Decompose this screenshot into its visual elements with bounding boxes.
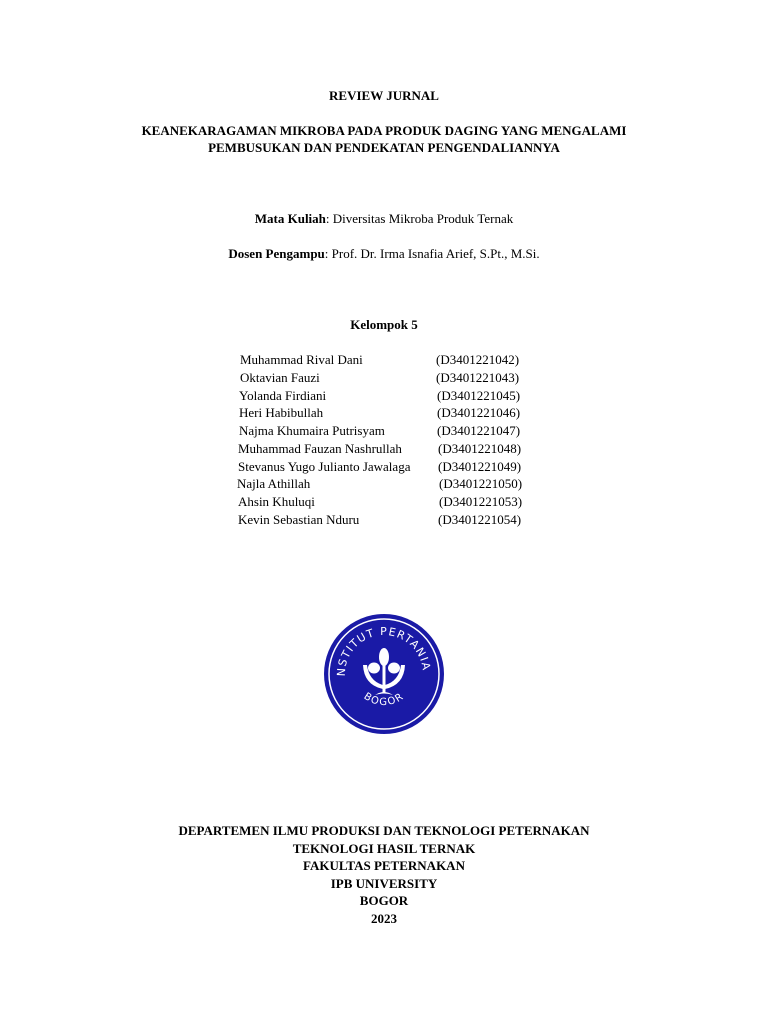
member-name: Muhammad Fauzan Nashrullah — [238, 441, 402, 456]
faculty-name: FAKULTAS PETERNAKAN — [303, 858, 465, 873]
member-name: Oktavian Fauzi — [240, 370, 320, 385]
year: 2023 — [371, 911, 397, 926]
course-line — [0, 211, 768, 227]
document-title: REVIEW JURNAL — [329, 88, 439, 103]
department-name: DEPARTEMEN ILMU PRODUKSI DAN TEKNOLOGI PETERNAKAN — [178, 823, 590, 838]
lecturer-line — [0, 246, 768, 262]
member-id: (D3401221047) — [437, 423, 521, 438]
member-id: (D3401221050) — [439, 476, 523, 491]
member-id: (D3401221045) — [437, 388, 521, 403]
seal-text-top: NSTITUT PERTANIA — [334, 624, 434, 677]
university-name: IPB UNIVERSITY — [330, 876, 438, 891]
city-name: BOGOR — [359, 893, 409, 908]
program-name: TEKNOLOGI HASIL TERNAK — [292, 841, 476, 856]
ipb-logo — [323, 613, 445, 735]
course-value: : Diversitas Mikroba Produk Ternak — [325, 211, 514, 226]
member-id: (D3401221048) — [438, 441, 522, 456]
member-id: (D3401221053) — [439, 494, 523, 509]
lecturer-value: : Prof. Dr. Irma Isnafia Arief, S.Pt., M.Si. — [324, 246, 540, 261]
member-name: Yolanda Firdiani — [239, 388, 327, 403]
member-id: (D3401221042) — [436, 352, 520, 367]
journal-title-line-1: KEANEKARAGAMAN MIKROBA PADA PRODUK DAGING YANG MENGALAMI — [141, 123, 627, 138]
group-title: Kelompok 5 — [350, 317, 418, 332]
member-name: Muhammad Rival Dani — [240, 352, 363, 367]
member-id: (D3401221054) — [438, 512, 522, 527]
member-name: Najla Athillah — [237, 476, 311, 491]
member-name: Kevin Sebastian Nduru — [238, 512, 360, 527]
member-name: Ahsin Khuluqi — [238, 494, 315, 509]
member-id: (D3401221046) — [437, 405, 521, 420]
member-name: Najma Khumaira Putrisyam — [239, 423, 385, 438]
lecturer-label: Dosen Pengampu — [228, 246, 325, 261]
member-id: (D3401221043) — [436, 370, 520, 385]
seal-text-bottom: BOGOR — [361, 690, 407, 709]
member-id: (D3401221049) — [438, 459, 522, 474]
ipb-seal-icon — [323, 613, 445, 735]
journal-title-line-2: PEMBUSUKAN DAN PENDEKATAN PENGENDALIANNYA — [208, 140, 560, 155]
member-name: Heri Habibullah — [239, 405, 324, 420]
member-name: Stevanus Yugo Julianto Jawalaga — [238, 459, 411, 474]
course-label: Mata Kuliah — [254, 211, 326, 226]
